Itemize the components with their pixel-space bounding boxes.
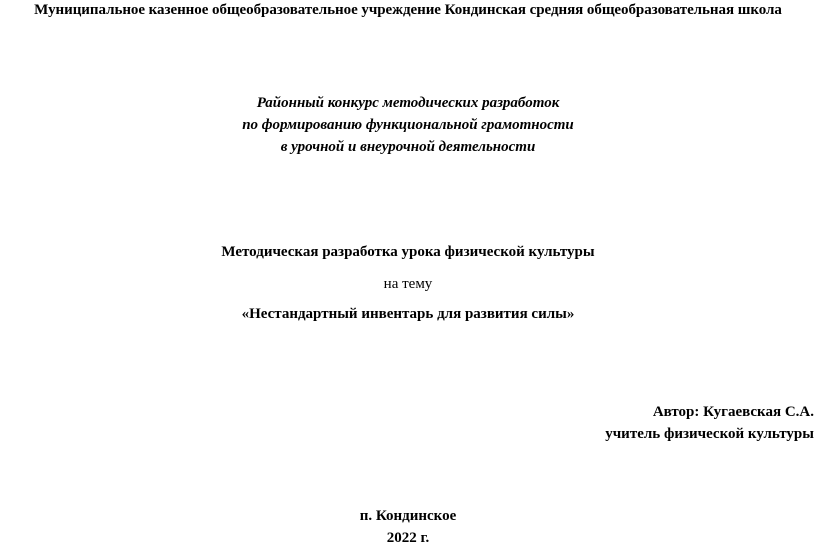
topic-title: «Нестандартный инвентарь для развития силы»: [241, 306, 575, 322]
contest-title-line-1: Районный конкурс методических разработок: [256, 95, 560, 111]
place: п. Кондинское: [359, 508, 457, 524]
contest-title-line-3: в урочной и внеурочной деятельности: [280, 139, 536, 155]
year: 2022 г.: [386, 530, 430, 546]
author-position: учитель физической культуры: [605, 426, 814, 442]
document-type: Методическая разработка урока физической культуры: [221, 244, 595, 260]
contest-title-line-2: по формированию функциональной грамотности: [242, 117, 574, 133]
author-name: Автор: Кугаевская С.А.: [652, 404, 814, 420]
on-topic-label: на тему: [383, 276, 433, 292]
school-name: Муниципальное казенное общеобразовательное учреждение Кондинская средняя общеобразовательная школа: [34, 2, 782, 18]
